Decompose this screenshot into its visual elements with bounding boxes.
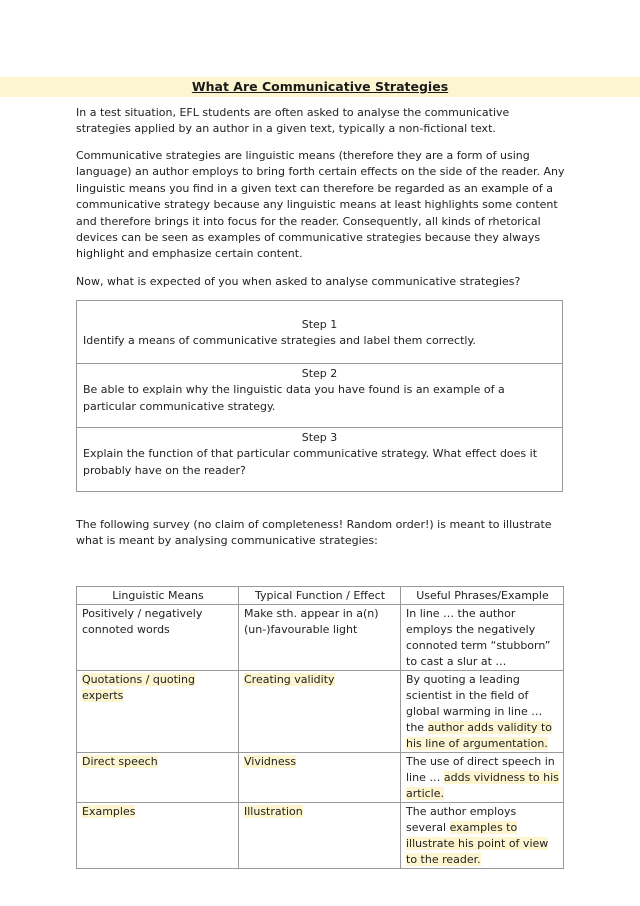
highlighted-text: author adds validity to his line of argumentation. <box>406 721 553 750</box>
step-1 <box>77 301 562 364</box>
intro-paragraph: In a test situation, EFL students are often asked to analyse the communicative strategies applied by an author in a given text, typically a non-fictional text. <box>76 106 510 136</box>
column-header: Useful Phrases/Example <box>401 587 564 605</box>
cell-text: By quoting a leading scientist in the field of global warming in line … the <box>406 673 543 734</box>
column-header: Typical Function / Effect <box>239 587 401 605</box>
step-2 <box>77 364 562 428</box>
survey-intro-paragraph: The following survey (no claim of completeness! Random order!) is meant to illustrate what is meant by analysing communicative strategies: <box>76 518 552 548</box>
table-row <box>77 605 564 671</box>
function-cell <box>239 753 401 803</box>
cell-text: The use of direct speech in line … <box>406 755 555 784</box>
highlighted-text: Quotations / quoting experts <box>82 673 195 702</box>
cell-text: Positively / negatively connoted words <box>82 607 203 636</box>
column-header: Linguistic Means <box>77 587 239 605</box>
cell-text: In line … the author employs the negatively connoted term “stubborn” to cast a slur at … <box>406 607 551 668</box>
step-text: Identify a means of communicative strategies and label them correctly. <box>83 334 476 348</box>
highlighted-text: Examples <box>82 805 136 818</box>
example-cell <box>401 671 564 753</box>
step-3 <box>77 428 562 491</box>
question-paragraph: Now, what is expected of you when asked to analyse communicative strategies? <box>76 275 521 288</box>
step-heading: Step 3 <box>301 431 338 444</box>
cell-text: The author employs several <box>406 805 517 834</box>
function-cell <box>239 803 401 869</box>
table-row <box>77 803 564 869</box>
highlighted-text: adds vividness to his article. <box>406 771 559 800</box>
means-cell <box>77 753 239 803</box>
example-cell <box>401 753 564 803</box>
means-cell <box>77 671 239 753</box>
example-cell <box>401 803 564 869</box>
table-row <box>77 671 564 753</box>
means-cell <box>77 803 239 869</box>
steps-box <box>76 300 563 492</box>
step-text: Explain the function of that particular communicative strategy. What effect does it probably have on the reader? <box>83 447 538 477</box>
step-heading: Step 1 <box>301 318 338 331</box>
highlighted-text: examples to illustrate his point of view to the reader. <box>406 821 549 866</box>
example-cell <box>401 605 564 671</box>
highlighted-text: Illustration <box>244 805 303 818</box>
cell-text: Make sth. appear in a(n) (un-)favourable light <box>244 607 379 636</box>
page-title: What Are Communicative Strategies <box>191 79 449 94</box>
table-header-row <box>77 587 564 605</box>
definition-paragraph: Communicative strategies are linguistic means (therefore they are a form of using language) an author employs to bring forth certain effects on the side of the reader. Any linguistic means you find in a given text can therefore be regarded as an example of a communicative strategy because any linguistic means at least highlights some content and therefore brings it into focus for the reader. Consequently, all kinds of rhetorical devices can be seen as examples of communicative strategies because they always highlight and emphasize certain content. <box>76 149 565 261</box>
highlighted-text: Direct speech <box>82 755 158 768</box>
step-text: Be able to explain why the linguistic data you have found is an example of a particular communicative strategy. <box>83 383 505 413</box>
highlighted-text: Vividness <box>244 755 297 768</box>
step-heading: Step 2 <box>301 367 338 380</box>
table-row <box>77 753 564 803</box>
function-cell <box>239 605 401 671</box>
strategies-table <box>76 586 564 869</box>
means-cell <box>77 605 239 671</box>
function-cell <box>239 671 401 753</box>
highlighted-text: Creating validity <box>244 673 335 686</box>
